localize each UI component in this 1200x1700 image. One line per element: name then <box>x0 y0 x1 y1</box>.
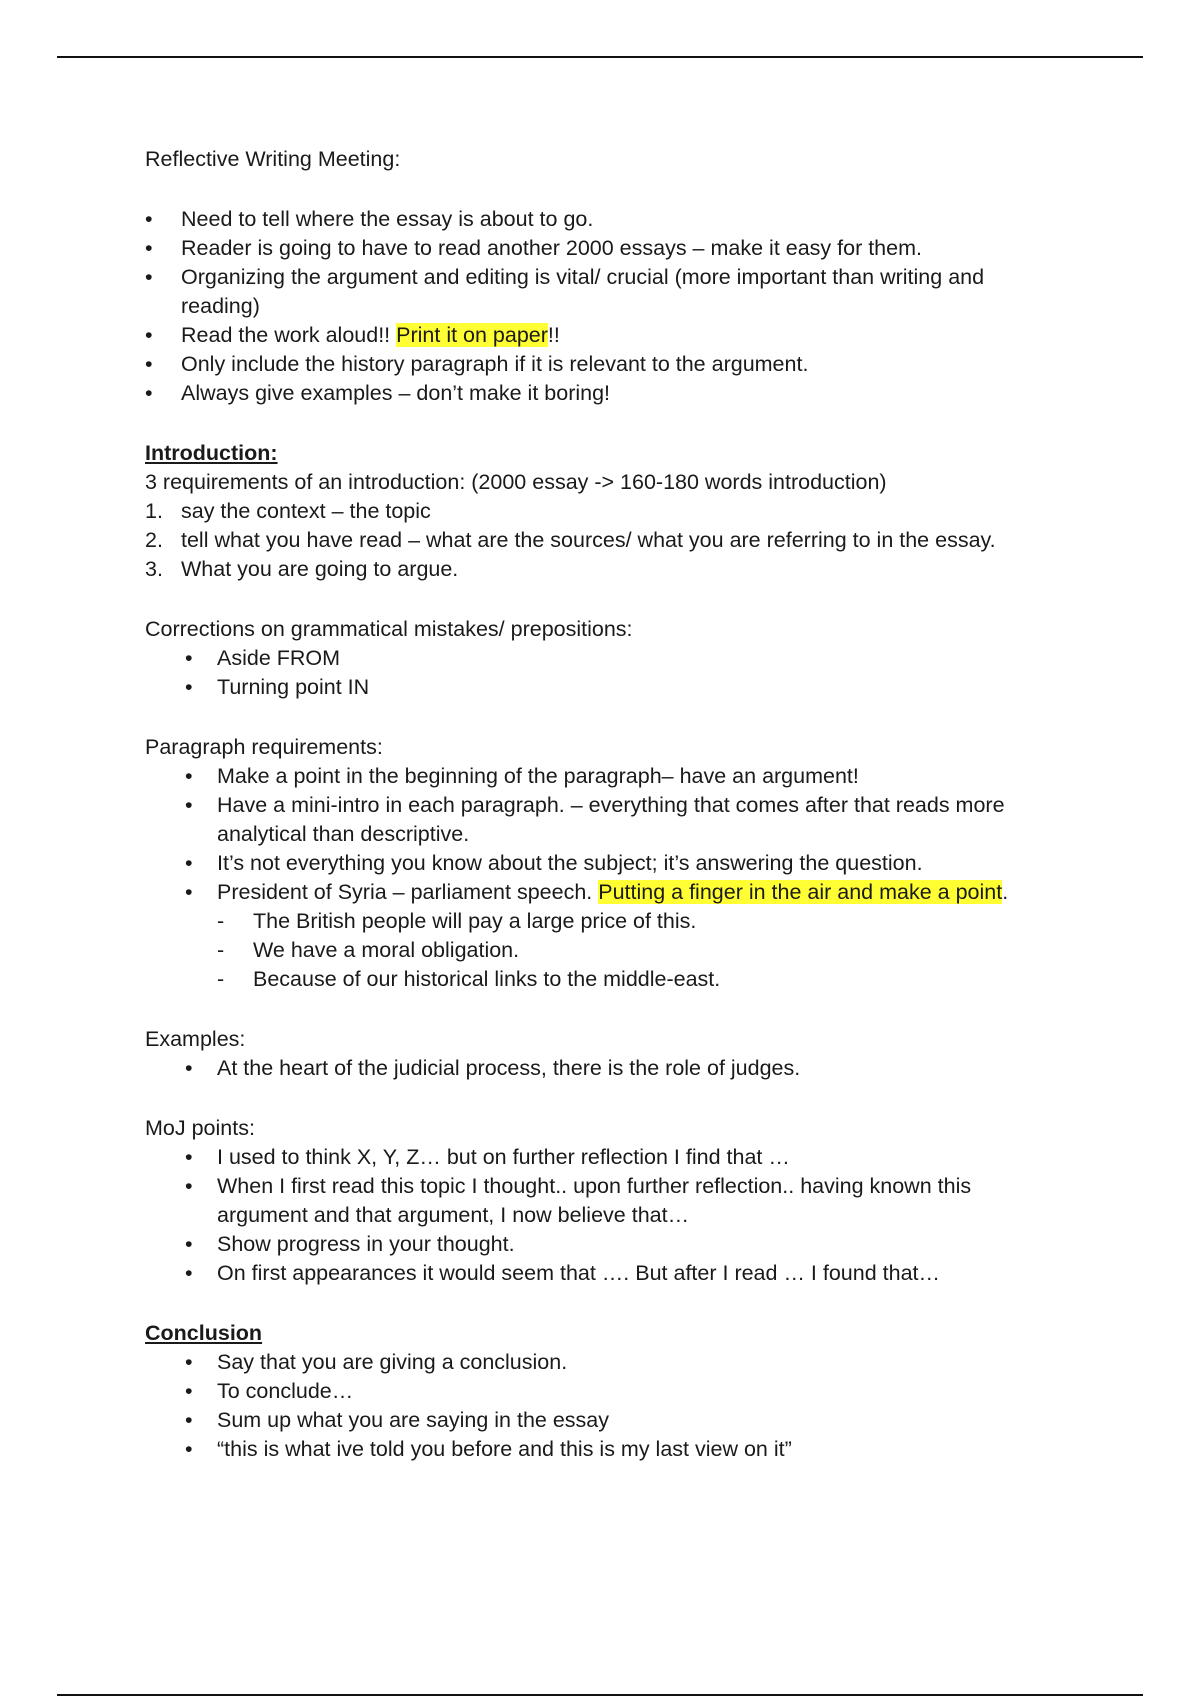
list-item: • President of Syria – parliament speech. Putting a finger in the air and make a point. <box>145 878 1055 907</box>
list-item: • Only include the history paragraph if it is relevant to the argument. <box>145 350 1055 379</box>
list-item: • It’s not everything you know about the subject; it’s answering the question. <box>145 849 1055 878</box>
introduction-heading: Introduction: <box>145 441 278 465</box>
bullet-marker: • <box>185 1437 193 1461</box>
moj-points-heading: MoJ points: <box>145 1116 255 1140</box>
bullet-marker: • <box>185 793 193 817</box>
list-item: • Reader is going to have to read another 2000 essays – make it easy for them. <box>145 234 1055 263</box>
bullet-marker: • <box>185 1056 193 1080</box>
highlighted-text: Print it on paper <box>396 323 548 347</box>
document-body <box>145 145 1055 1464</box>
bullet-marker: • <box>185 1261 193 1285</box>
bullet-marker: • <box>185 1350 193 1374</box>
bullet-marker: • <box>145 381 153 405</box>
introduction-numbered-list <box>145 497 1055 584</box>
list-item: • Turning point IN <box>145 673 1055 702</box>
dash-marker: - <box>217 909 225 933</box>
number-marker: 3. <box>145 557 163 581</box>
conclusion-list <box>145 1348 1055 1464</box>
highlighted-text: Putting a finger in the air and make a point <box>598 880 1003 904</box>
list-item: 1. say the context – the topic <box>145 497 1055 526</box>
list-item: • “this is what ive told you before and this is my last view on it” <box>145 1435 1055 1464</box>
sub-list-item: - We have a moral obligation. <box>145 936 1055 965</box>
examples-heading: Examples: <box>145 1027 246 1051</box>
document-title: Reflective Writing Meeting: <box>145 147 401 171</box>
sub-list-item: - Because of our historical links to the middle-east. <box>145 965 1055 994</box>
footer-rule <box>57 1694 1143 1696</box>
paragraph-requirements-heading: Paragraph requirements: <box>145 735 383 759</box>
list-item: • At the heart of the judicial process, there is the role of judges. <box>145 1054 1055 1083</box>
moj-points-list <box>145 1143 1055 1288</box>
dash-marker: - <box>217 938 225 962</box>
list-item: • Organizing the argument and editing is vital/ crucial (more important than writing and reading) <box>145 265 985 318</box>
list-item: 3. What you are going to argue. <box>145 555 1055 584</box>
corrections-heading: Corrections on grammatical mistakes/ prepositions: <box>145 617 633 641</box>
bullet-marker: • <box>185 880 193 904</box>
examples-list <box>145 1054 1055 1083</box>
list-item: • Need to tell where the essay is about to go. <box>145 205 1055 234</box>
list-item: • Say that you are giving a conclusion. <box>145 1348 1055 1377</box>
list-item: • To conclude… <box>145 1377 1055 1406</box>
conclusion-heading: Conclusion <box>145 1321 263 1345</box>
dash-marker: - <box>217 967 225 991</box>
bullet-marker: • <box>145 352 153 376</box>
bullet-marker: • <box>145 236 153 260</box>
list-item: • Aside FROM <box>145 644 1055 673</box>
bullet-marker: • <box>145 207 153 231</box>
bullet-marker: • <box>185 1145 193 1169</box>
list-item: • I used to think X, Y, Z… but on further reflection I find that … <box>145 1143 1055 1172</box>
bullet-marker: • <box>185 675 193 699</box>
sub-list-item: - The British people will pay a large price of this. <box>145 907 1055 936</box>
list-item: • On first appearances it would seem that …. But after I read … I found that… <box>145 1259 1055 1288</box>
list-item: • Read the work aloud!! Print it on paper!! <box>145 321 1055 350</box>
bullet-marker: • <box>185 1174 193 1198</box>
number-marker: 1. <box>145 499 163 523</box>
bullet-marker: • <box>185 851 193 875</box>
bullet-marker: • <box>185 646 193 670</box>
list-item: • Show progress in your thought. <box>145 1230 1055 1259</box>
paragraph-requirements-list <box>145 762 1055 994</box>
corrections-list <box>145 644 1055 702</box>
header-rule <box>57 56 1143 58</box>
introduction-subtitle: 3 requirements of an introduction: (2000 essay -> 160-180 words introduction) <box>145 470 887 494</box>
list-item: 2. tell what you have read – what are the sources/ what you are referring to in the essay. <box>145 526 1055 555</box>
list-item: • Always give examples – don’t make it boring! <box>145 379 1055 408</box>
bullet-marker: • <box>145 323 153 347</box>
bullet-marker: • <box>185 764 193 788</box>
bullet-marker: • <box>145 265 153 289</box>
bullet-marker: • <box>185 1232 193 1256</box>
list-item: • Make a point in the beginning of the paragraph– have an argument! <box>145 762 1055 791</box>
list-item: • Sum up what you are saying in the essay <box>145 1406 1055 1435</box>
number-marker: 2. <box>145 528 163 552</box>
intro-bullet-list <box>145 205 1055 408</box>
list-item: • Have a mini-intro in each paragraph. – everything that comes after that reads more analytical than descriptive. <box>185 793 1005 846</box>
bullet-marker: • <box>185 1408 193 1432</box>
bullet-marker: • <box>185 1379 193 1403</box>
list-item: • When I first read this topic I thought.. upon further reflection.. having known this argument and that argument, I now believe that… <box>185 1174 972 1227</box>
